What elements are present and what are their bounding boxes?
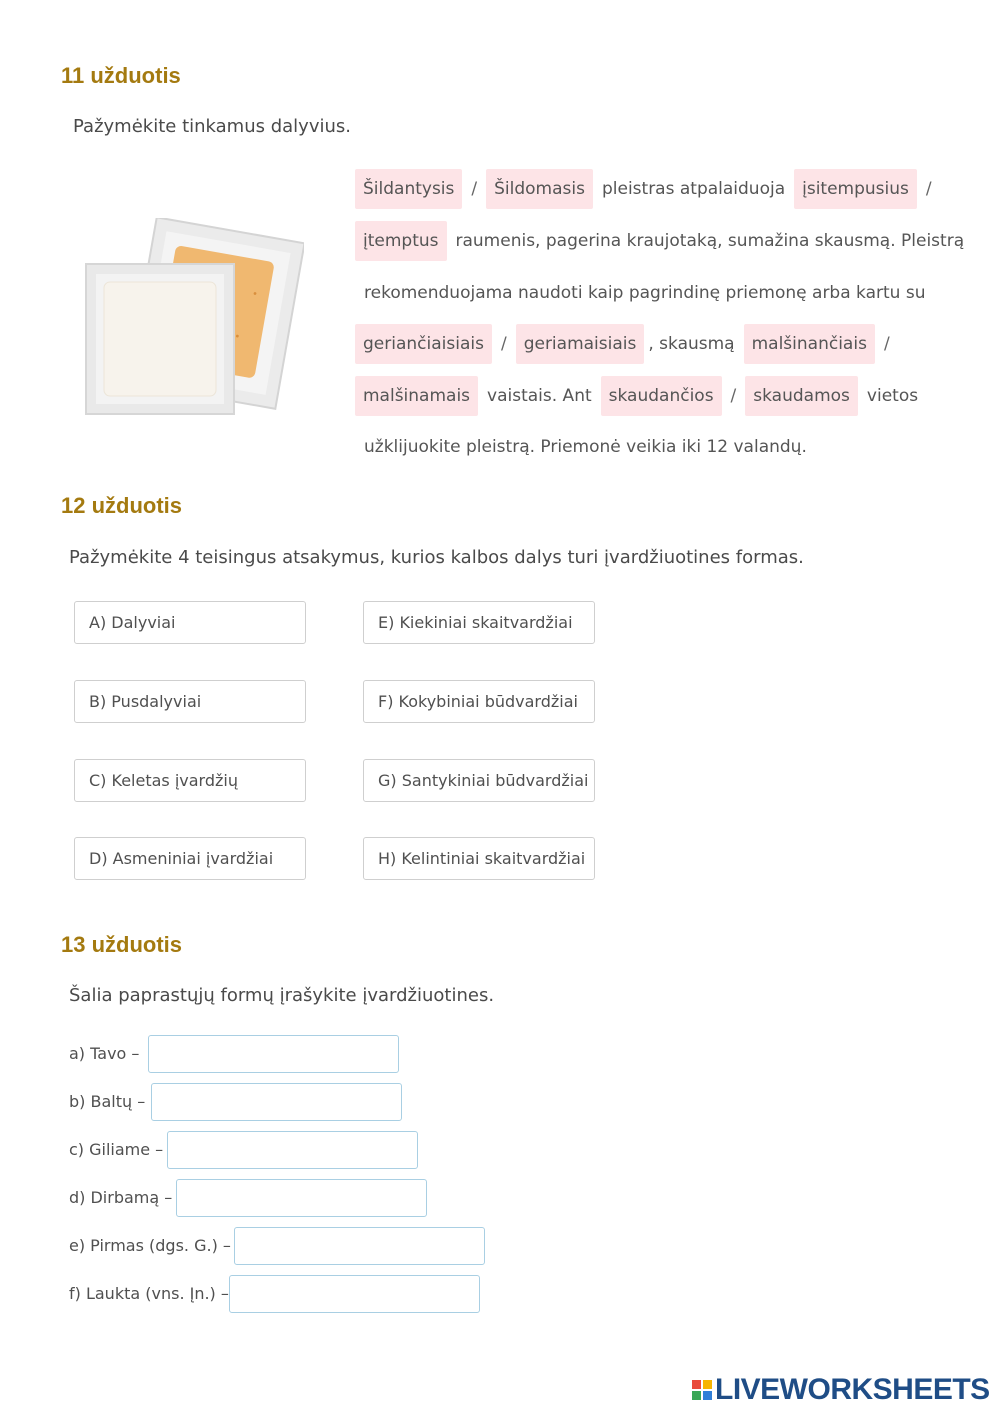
static-text: vietos	[866, 386, 919, 406]
fill-label-f: f) Laukta (vns. Įn.) –	[69, 1284, 229, 1303]
separator: /	[730, 386, 737, 406]
fill-label-a: a) Tavo –	[69, 1044, 140, 1063]
option-itemptus[interactable]: įtemptus	[355, 221, 447, 261]
choice-b[interactable]: B) Pusdalyviai	[74, 680, 306, 723]
task13-heading: 13 užduotis	[61, 932, 183, 957]
static-text: , skausmą	[648, 334, 735, 354]
option-malsinanciais[interactable]: malšinančiais	[744, 324, 875, 364]
static-text: vaistais. Ant	[487, 386, 592, 406]
separator: /	[471, 179, 478, 199]
option-sildantysis[interactable]: Šildantysis	[355, 169, 462, 209]
logo-text: LIVEWORKSHEETS	[715, 1373, 990, 1406]
separator: /	[925, 179, 932, 199]
choice-e[interactable]: E) Kiekiniai skaitvardžiai	[363, 601, 595, 644]
task11-heading: 11 užduotis	[61, 63, 181, 88]
fill-input-c[interactable]	[167, 1131, 418, 1169]
fill-input-f[interactable]	[229, 1275, 480, 1313]
task12-instruction: Pažymėkite 4 teisingus atsakymus, kurios kalbos dalys turi įvardžiuotines formas.	[69, 547, 804, 568]
task13-instruction: Šalia paprastųjų formų įrašykite įvardžiuotines.	[69, 985, 495, 1006]
separator: /	[500, 334, 507, 354]
fill-label-b: b) Baltų –	[69, 1092, 146, 1111]
static-text: rekomenduojama naudoti kaip pagrindinę priemonę arba kartu su	[364, 283, 926, 303]
fill-label-c: c) Giliame –	[69, 1140, 164, 1159]
choice-g[interactable]: G) Santykiniai būdvardžiai	[363, 759, 595, 802]
choice-h[interactable]: H) Kelintiniai skaitvardžiai	[363, 837, 595, 880]
option-malsinamais[interactable]: malšinamais	[355, 376, 478, 416]
fill-input-e[interactable]	[234, 1227, 485, 1265]
choice-a[interactable]: A) Dalyviai	[74, 601, 306, 644]
fill-input-d[interactable]	[176, 1179, 427, 1217]
task11-line-6	[355, 426, 816, 468]
task11-line-4	[355, 323, 899, 365]
option-sildomasis[interactable]: Šildomasis	[486, 169, 593, 209]
separator: /	[883, 334, 890, 354]
option-geriamaisiais[interactable]: geriamaisiais	[516, 324, 645, 364]
option-gerianciaisiais[interactable]: geriančiaisiais	[355, 324, 492, 364]
fill-input-b[interactable]	[151, 1083, 402, 1121]
option-skaudamos[interactable]: skaudamos	[745, 376, 858, 416]
static-text: užklijuokite pleistrą. Priemonė veikia iki 12 valandų.	[364, 437, 807, 457]
logo-square	[692, 1380, 701, 1389]
task12-heading: 12 užduotis	[61, 493, 183, 518]
task11-instruction: Pažymėkite tinkamus dalyvius.	[73, 116, 351, 137]
choice-f[interactable]: F) Kokybiniai būdvardžiai	[363, 680, 595, 723]
liveworksheets-logo	[692, 1374, 990, 1406]
task11-line-3	[355, 272, 934, 314]
static-text: pleistras atpalaiduoja	[601, 179, 786, 199]
option-isitempusius[interactable]: įsitempusius	[794, 169, 917, 209]
patch-image	[82, 218, 304, 418]
choice-c[interactable]: C) Keletas įvardžių	[74, 759, 306, 802]
fill-label-d: d) Dirbamą –	[69, 1188, 173, 1207]
option-skaudancios[interactable]: skaudančios	[601, 376, 722, 416]
logo-squares-icon	[692, 1380, 712, 1400]
task11-line-2	[355, 220, 973, 262]
choice-d[interactable]: D) Asmeniniai įvardžiai	[74, 837, 306, 880]
logo-square	[703, 1380, 712, 1389]
fill-label-e: e) Pirmas (dgs. G.) –	[69, 1236, 231, 1255]
logo-square	[692, 1391, 701, 1400]
logo-square	[703, 1391, 712, 1400]
static-text: raumenis, pagerina kraujotaką, sumažina skausmą. Pleistrą	[455, 231, 965, 251]
task11-line-1	[355, 168, 941, 210]
fill-input-a[interactable]	[148, 1035, 399, 1073]
task11-line-5	[355, 375, 927, 417]
